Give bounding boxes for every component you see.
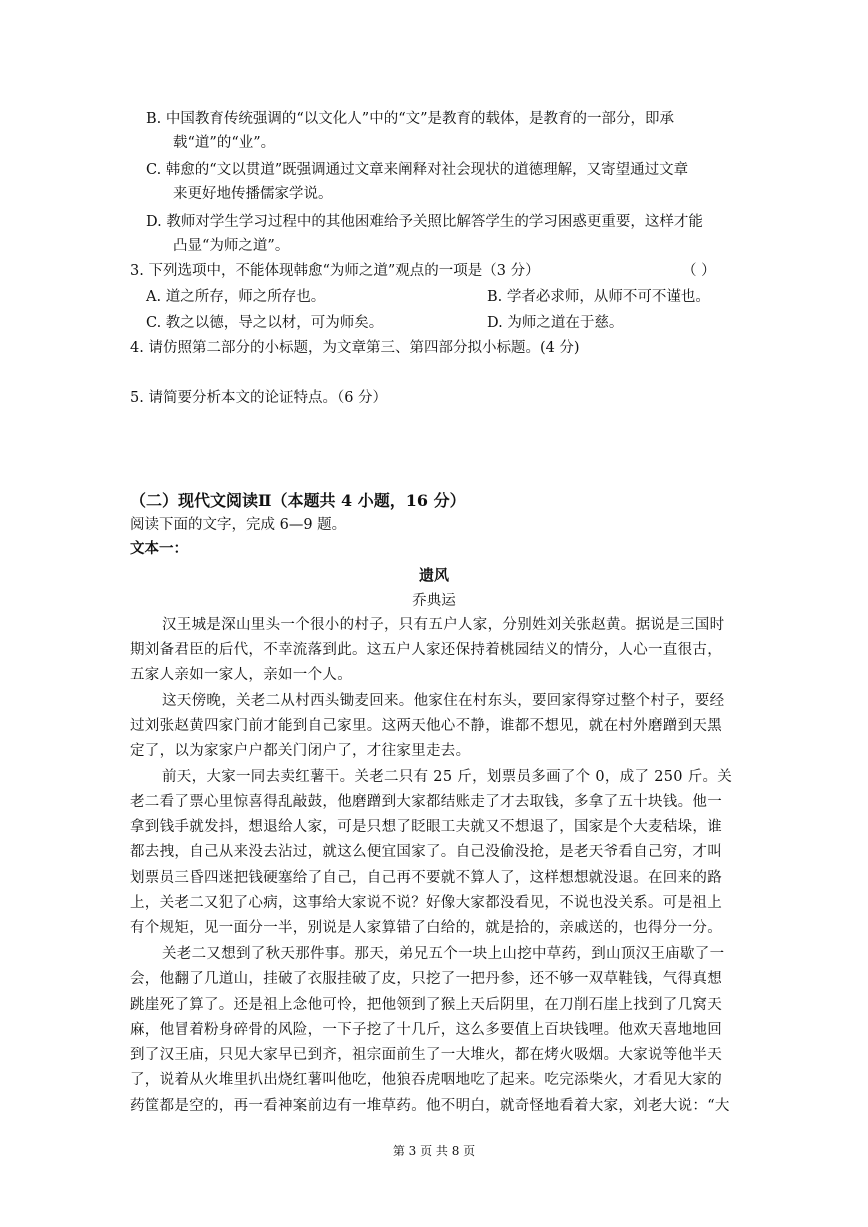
article-title: 遗风 — [418, 566, 449, 584]
article-line: 前天，大家一同去卖红薯干。关老二只有 25 斤，划票员多画了个 0，成了 250 斤。关 — [162, 769, 733, 785]
article-line: 都去拽，自己从来没去沾过，就这么便宜国家了。自己没偷没抢，是老天爷看自己穷，才叫 — [130, 844, 722, 860]
question-3-stem: 3. 下列选项中，不能体现韩愈“为师之道”观点的一项是（3 分） — [130, 263, 540, 279]
article-line: 这天傍晚，关老二从村西头锄麦回来。他家住在村东头，要回家得穿过整个村子，要经 — [162, 693, 725, 709]
article-line: 上，关老二又犯了心病，这事给大家说不说？好像大家都没看见，不说也没关系。可是祖上 — [130, 895, 722, 911]
article-line: 定了，以为家家户户都关门闭户了，才往家里走去。 — [130, 743, 471, 759]
article-line: 药筐都是空的，再一看神案前边有一堆草药。他不明白，就奇怪地看着大家，刘老大说：“大 — [130, 1098, 730, 1114]
article-line: 有个规矩，见一面分一半，别说是人家算错了白给的，就是拾的，亲戚送的，也得分一分。 — [130, 920, 722, 936]
article-line: 老二看了票心里惊喜得乱敲鼓，他磨蹭到大家都结账走了才去取钱，多拿了五十块钱。他一 — [130, 794, 722, 810]
question-5: 5. 请简要分析本文的论证特点。（6 分） — [130, 390, 388, 406]
article-line: 跳崖死了算了。还是祖上念他可怜，把他领到了猴上天后阴里，在刀削石崖上找到了几窝天 — [130, 997, 722, 1013]
article-line: 拿到钱手就发抖，想退给人家，可是只想了眨眼工夫就又不想退了，国家是个大麦秸垛，谁 — [130, 819, 722, 835]
article-line: 到了汉王庙，只见大家早已到齐，祖宗面前生了一大堆火，都在烤火吸烟。大家说等他半天 — [130, 1047, 722, 1063]
question-3-answer-bracket: （ ） — [682, 263, 716, 279]
article-author: 乔典运 — [412, 593, 456, 609]
article-line: 过刘张赵黄四家门前才能到自己家里。这两天他心不静，谁都不想见，就在村外磨蹭到天黑 — [130, 718, 722, 734]
article-line: 五家人亲如一家人，亲如一个人。 — [130, 667, 352, 683]
article-line: 划票员三昏四迷把钱硬塞给了自己，自己再不要就不算人了，这样想想就没退。在回来的路 — [130, 870, 722, 886]
article-line: 了，说着从火堆里扒出烧红薯叫他吃，他狼吞虎咽地吃了起来。吃完添柴火，才看见大家的 — [130, 1072, 722, 1088]
option-d-line2: 凸显“为师之道”。 — [173, 238, 290, 254]
question-3-option-d: D. 为师之道在于慈。 — [487, 315, 624, 331]
article-line: 关老二又想到了秋天那件事。那天，弟兄五个一块上山挖中草药，到山顶汉王庙歇了一 — [162, 946, 725, 962]
section-title: （二）现代文阅读Ⅱ（本题共 4 小题，16 分） — [130, 491, 466, 510]
text-label: 文本一： — [130, 540, 188, 557]
option-b-line2: 载“道”的“业”。 — [173, 135, 276, 151]
option-b-line1: B. 中国教育传统强调的“以文化人”中的“文”是教育的载体，是教育的一部分，即承 — [146, 111, 675, 127]
article-line: 期刘备君臣的后代，不幸流落到此。这五户人家还保持着桃园结义的情分，人心一直很古， — [130, 642, 722, 658]
question-4: 4. 请仿照第二部分的小标题，为文章第三、第四部分拟小标题。(4 分) — [130, 340, 580, 356]
option-d-line1: D. 教师对学生学习过程中的其他困难给予关照比解答学生的学习困惑更重要，这样才能 — [146, 214, 703, 230]
option-c-line2: 来更好地传播儒家学说。 — [173, 186, 333, 202]
question-3-option-b: B. 学者必求师，从师不可不谨也。 — [487, 289, 710, 305]
page-footer: 第 3 页 共 8 页 — [392, 1144, 476, 1158]
article-line: 麻，他冒着粉身碎骨的风险，一下子挖了十几斤，这么多要值上百块钱哩。他欢天喜地地回 — [130, 1022, 722, 1038]
question-3-option-a: A. 道之所存，师之所存也。 — [146, 289, 326, 305]
article-line: 汉王城是深山里头一个很小的村子，只有五户人家，分别姓刘关张赵黄。据说是三国时 — [162, 617, 725, 633]
section-instruction: 阅读下面的文字，完成 6—9 题。 — [130, 517, 347, 533]
article-line: 会，他翻了几道山，挂破了衣服挂破了皮，只挖了一把丹参，还不够一双草鞋钱，气得真想 — [130, 971, 722, 987]
option-c-line1: C. 韩愈的“文以贯道”既强调通过文章来阐释对社会现状的道德理解，又寄望通过文章 — [146, 162, 689, 178]
question-3-option-c: C. 教之以德，导之以材，可为师矣。 — [146, 315, 384, 331]
